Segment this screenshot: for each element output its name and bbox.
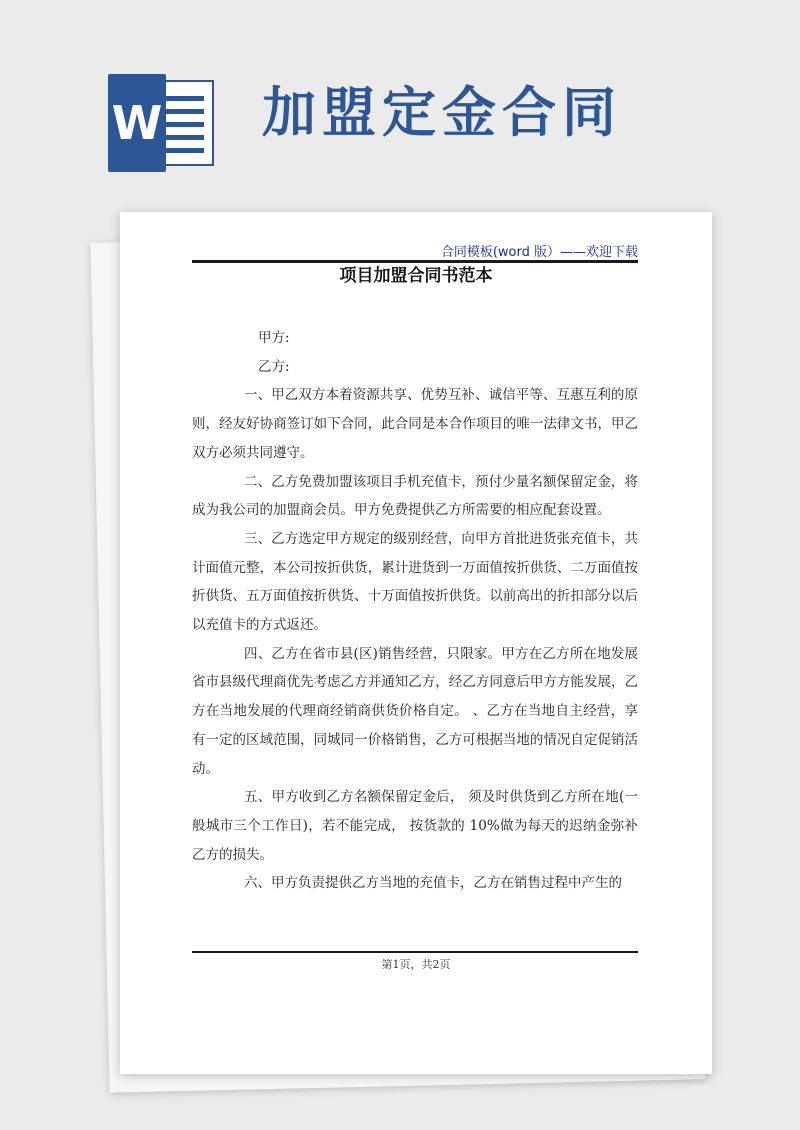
footer-rule — [192, 951, 638, 953]
clause-paragraph: 六、甲方负责提供乙方当地的充值卡，乙方在销售过程中产生的 — [244, 875, 622, 892]
clause-paragraph: 一、甲乙双方本着资源共享、优势互补、诚信平等、互惠互利的原则，经友好协商签订如下合同，此合同是本合作项目的唯一法律文书，甲乙双方必须共同遵守。 — [192, 387, 638, 461]
document-title: 项目加盟合同书范本 — [339, 266, 493, 286]
party-b-line: 乙方: — [258, 358, 290, 375]
header-note: 合同模板(word 版）——欢迎下载 — [440, 245, 638, 260]
clause-paragraph: 五、甲方收到乙方名额保留定金后， 须及时供货到乙方所在地(一般城市三个工作日)，若不能完成， 按货款的 10%做为每天的迟纳金弥补乙方的损失。 — [192, 789, 638, 863]
banner-title: 加盟定金合同 — [262, 81, 622, 144]
word-document-icon — [108, 74, 218, 172]
clause-paragraph: 二、乙方免费加盟该项目手机充值卡，预付少量名额保留定金，将成为我公司的加盟商会员。甲方免费提供乙方所需要的相应配套设置。 — [192, 473, 638, 519]
document-body — [192, 324, 638, 898]
document-page — [120, 212, 712, 1074]
clause-paragraph: 四、乙方在省市县(区)销售经营，只限家。甲方在乙方所在地发展省市县级代理商优先考虑乙方并通知乙方，经乙方同意后甲方方能发展，乙方在当地发展的代理商经销商供货价格自定。 、乙方在当地自主经营，享有一定的区域范围，同城同一价格销售，乙方可根据当地的情况自定促销活动。 — [192, 645, 638, 777]
party-a-line: 甲方: — [258, 330, 290, 346]
page-number: 第1页，共2页 — [381, 958, 451, 971]
preview-banner — [0, 0, 800, 200]
header-rule — [192, 260, 638, 263]
clause-paragraph: 三、乙方选定甲方规定的级别经营，向甲方首批进货张充值卡，共计面值元整，本公司按折供货，累计进货到一万面值按折供货、二万面值按折供货、五万面值按折供货、十万面值按折供货。以前高出的折扣部分以后以充值卡的方式返还。 — [192, 530, 638, 634]
word-icon-letter: W — [108, 74, 166, 172]
